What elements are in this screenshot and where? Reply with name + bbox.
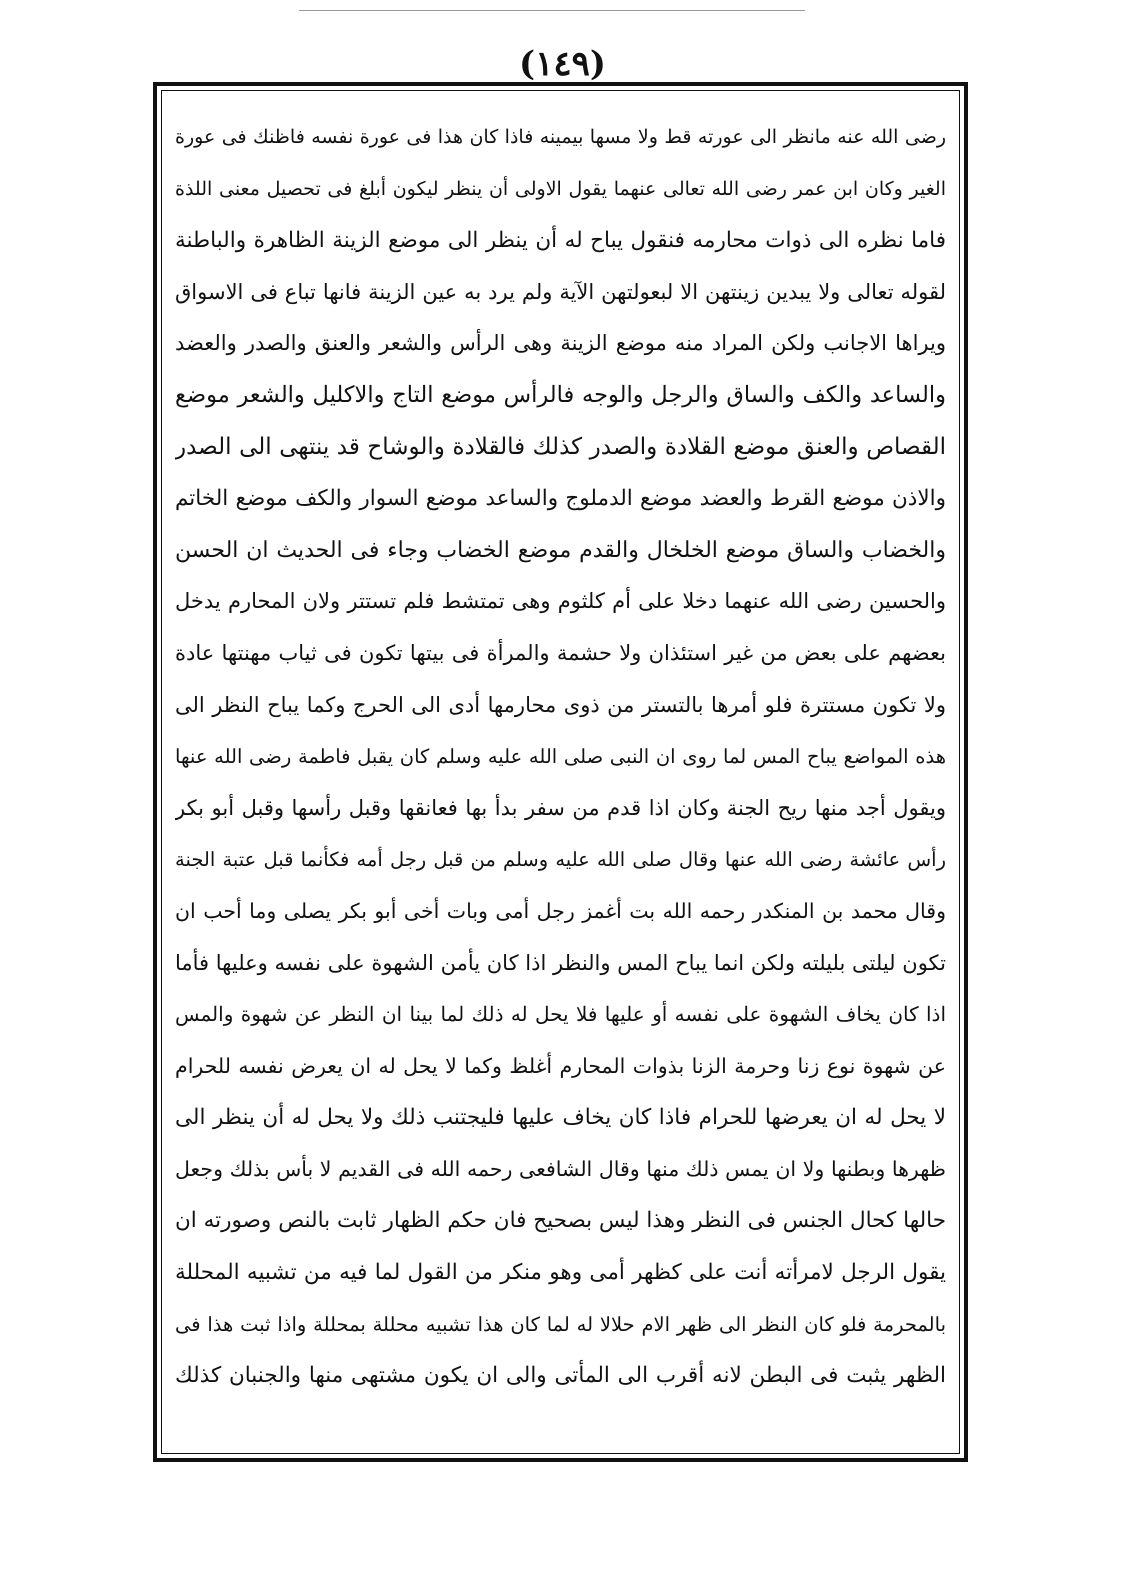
text-line: الظهر يثبت فى البطن لانه أقرب الى المأتى والى ان يكون مشتهى منها والجنبان كذلك — [175, 1363, 946, 1389]
text-line: بالمحرمة فلو كان النظر الى ظهر الام حلالا له لما كان هذا تشبيه محللة بمحللة واذا ثبت هذا فى — [175, 1312, 946, 1336]
text-line: لا يحل له ان يعرضها للحرام فاذا كان يخاف عليها فليجتنب ذلك ولا يحل له أن ينظر الى — [175, 1105, 946, 1131]
text-line: لقوله تعالى ولا يبدين زينتهن الا لبعولتهن الآية ولم يرد به عين الزينة فانها تباع فى الاسواق — [175, 279, 946, 304]
text-line: عن شهوة نوع زنا وحرمة الزنا بذوات المحارم أغلظ وكما لا يحل له ان يعرض نفسه للحرام — [175, 1053, 946, 1078]
text-line: بعضهم على بعض من غير استئذان ولا حشمة والمرأة فى بيتها تكون فى ثياب مهنتها عادة — [175, 640, 946, 665]
text-line: والساعد والكف والساق والرجل والوجه فالرأس موضع التاج والاكليل والشعر موضع — [175, 381, 946, 408]
text-line: يقول الرجل لامرأته أنت على كظهر أمى وهو منكر من القول لما فيه من تشبيه المحللة — [175, 1260, 946, 1286]
text-line: والخضاب والساق موضع الخلخال والقدم موضع الخضاب وجاء فى الحديث ان الحسن — [175, 537, 946, 563]
page-border — [153, 82, 968, 1462]
page-number: (١٤٩) — [519, 44, 606, 84]
text-line: والحسين رضى الله عنهما دخلا على أم كلثوم وهى تمتشط فلم تستتر ولان المحارم يدخل — [175, 589, 946, 614]
text-line: تكون ليلتى بليلته ولكن انما يباح المس والنظر اذا كان يأمن الشهوة على نفسه وعليها فأما — [175, 950, 946, 975]
text-line: ويقول أجد منها ريح الجنة وكان اذا قدم من سفر بدأ بها فعانقها وقبل رأسها وقبل أبو بكر — [175, 795, 946, 820]
top-rule — [299, 10, 805, 11]
text-line: الغير وكان ابن عمر رضى الله تعالى عنهما يقول الاولى أن ينظر ليكون أبلغ فى تحصيل معنى اللذة — [175, 177, 946, 200]
text-line: رأس عائشة رضى الله عنها وقال صلى الله عليه وسلم من قبل رجل أمه فكأنما قبل عتبة الجنة — [175, 848, 946, 872]
text-line: وقال محمد بن المنكدر رحمه الله بت أغمز رجل أمى وبات أخى أبو بكر يصلى وما أحب ان — [175, 898, 946, 923]
text-line: ظهرها وبطنها ولا ان يمس ذلك منها وقال الشافعى رحمه الله فى القديم لا بأس بذلك وجعل — [175, 1156, 946, 1181]
text-line: ويراها الاجانب ولكن المراد منه موضع الزينة وهى الرأس والشعر والعنق والصدر والعضد — [175, 331, 946, 356]
text-line: والاذن موضع القرط والعضد موضع الدملوج والساعد موضع السوار والكف موضع الخاتم — [175, 486, 946, 512]
text-line: القصاص والعنق موضع القلادة والصدر كذلك فالقلادة والوشاح قد ينتهى الى الصدر — [175, 433, 946, 460]
text-line: فاما نظره الى ذوات محارمه فنقول يباح له أن ينظر الى موضع الزينة الظاهرة والباطنة — [175, 228, 946, 254]
text-line: ولا تكون مستترة فلو أمرها بالتستر من ذوى محارمها أدى الى الحرج وكما يباح النظر الى — [175, 692, 946, 717]
text-line: رضى الله عنه مانظر الى عورته قط ولا مسها بيمينه فاذا كان هذا فى عورة نفسه فاظنك فى عورة — [175, 126, 946, 148]
text-line: اذا كان يخاف الشهوة على نفسه أو عليها فلا يحل له ذلك لما بينا ان النظر عن شهوة والمس — [175, 1002, 946, 1027]
text-line: حالها كحال الجنس فى النظر وهذا ليس بصحيح فان حكم الظهار ثابت بالنص وصورته ان — [175, 1208, 946, 1234]
text-line: هذه المواضع يباح المس لما روى ان النبى صلى الله عليه وسلم كان يقبل فاطمة رضى الله عنها — [175, 745, 946, 769]
body-text — [175, 112, 946, 1402]
